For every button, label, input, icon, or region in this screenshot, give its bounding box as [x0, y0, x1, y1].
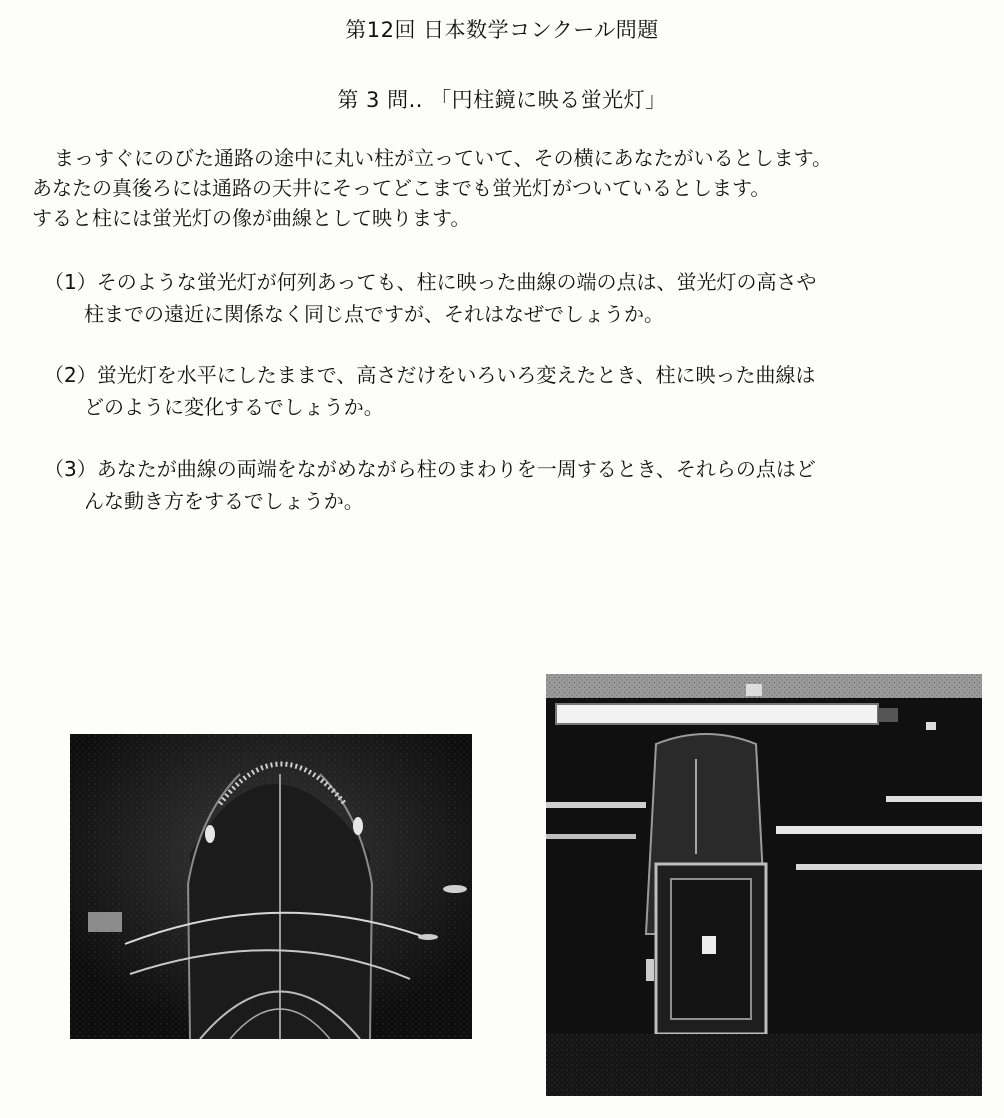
question-2-line-2: どのように変化するでしょうか。 — [84, 395, 384, 419]
question-2-line-1: （2）蛍光灯を水平にしたままで、高さだけをいろいろ変えたとき、柱に映った曲線は — [44, 363, 816, 387]
cylinder-mirror-reflection-photo — [70, 734, 472, 1039]
page-title: 第12回 日本数学コンクール問題 — [345, 18, 659, 42]
question-1-line-2: 柱までの遠近に関係なく同じ点ですが、それはなぜでしょうか。 — [84, 302, 664, 326]
question-1 — [44, 266, 974, 330]
cylinder-mirror-reflection-image — [70, 734, 472, 1039]
intro-line-1: まっすぐにのびた通路の途中に丸い柱が立っていて、その横にあなたがいるとします。 — [54, 146, 832, 170]
question-1-line-1: （1）そのような蛍光灯が何列あっても、柱に映った曲線の端の点は、蛍光灯の高さや — [44, 270, 817, 294]
question-3-line-1: （3）あなたが曲線の両端をながめながら柱のまわりを一周するとき、それらの点はど — [44, 457, 816, 481]
corridor-pillar-image — [546, 674, 982, 1096]
question-3 — [44, 453, 974, 517]
problem-heading: 第 3 問.. 「円柱鏡に映る蛍光灯」 — [337, 88, 667, 112]
intro-paragraph — [32, 143, 982, 233]
corridor-pillar-photo — [546, 674, 982, 1096]
intro-line-2: あなたの真後ろには通路の天井にそってどこまでも蛍光灯がついているとします。 — [32, 176, 771, 200]
question-2 — [44, 359, 974, 423]
intro-line-3: すると柱には蛍光灯の像が曲線として映ります。 — [32, 206, 471, 230]
question-3-line-2: んな動き方をするでしょうか。 — [84, 489, 364, 513]
